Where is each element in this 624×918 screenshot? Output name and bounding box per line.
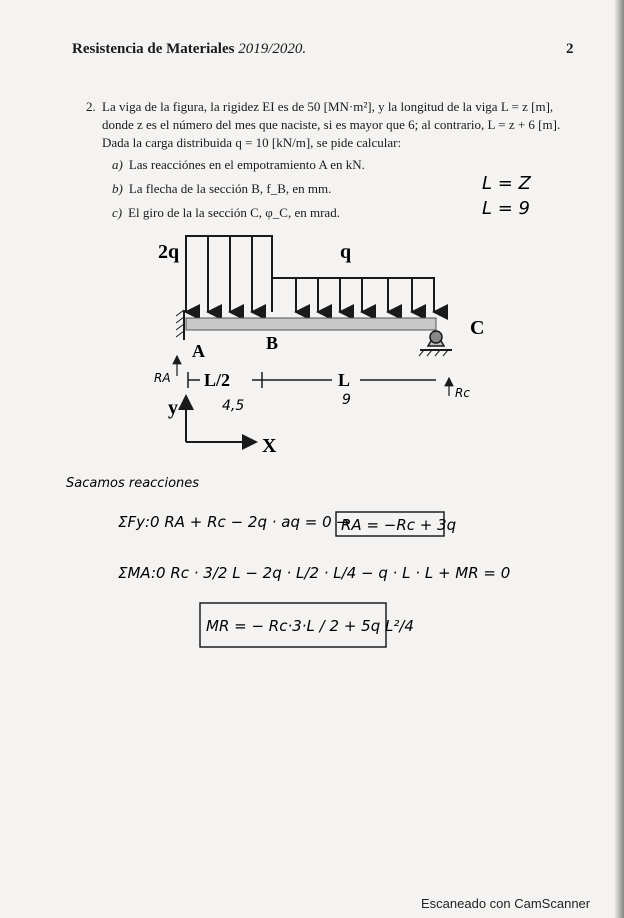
course-year: 2019/2020. [238,41,307,57]
equation-mr-result: MR = − Rc·3·L / 2 + 5q L²/4 [206,617,414,635]
span-left-value: 4,5 [222,398,245,414]
page-number: 2 [566,41,574,57]
equation-ra-result: RA = −Rc + 3q [341,516,457,534]
equation-sum-fy: ΣFy:0 RA + Rc − 2q · aq = 0 → [118,513,349,531]
load-q-block [272,278,434,312]
course-title: Resistencia de Materiales [72,41,235,57]
point-c-label: C [470,317,485,339]
axis-x-label: X [262,435,277,457]
note-l-eq-z: L = Z [482,173,531,194]
problem-number: 2. [86,99,96,114]
load-2q-block [186,236,272,312]
question-item: b) La flecha de la sección B, f_B, en mm. [112,181,332,196]
point-a-label: A [192,341,205,361]
span-right-label: L [338,370,351,390]
span-left-label: L/2 [204,370,231,390]
notes-heading: Sacamos reacciones [66,476,200,491]
equation-sum-ma: ΣMA:0 Rc · 3/2 L − 2q · L/2 · L/4 − q · L · L + MR = 0 [118,564,511,582]
load-2q-label: 2q [158,241,180,263]
beam [186,318,436,330]
reaction-c-label: Rc [455,386,470,400]
load-q-label: q [340,241,352,263]
scanner-footer: Escaneado con CamScanner [421,896,591,911]
reaction-a-label: RA [154,371,171,385]
fixed-support-a [176,310,184,340]
span-right-value: 9 [342,392,351,408]
coordinate-axes [186,396,256,442]
problem-text: La viga de la figura, la rigidez EI es de 50 [MN·m²], y la longitud de la viga L = z [m], donde z es el número del mes que naciste, si es mayor que 6; al contrario, L = z + 6 [m]. Dada la carga distribuida q = 10 [kN/m], se pide calcular: [102,99,561,150]
question-item: a) Las reacciónes en el empotramiento A en kN. [112,157,365,172]
question-item: c) El giro de la la sección C, φ_C, en mrad. [112,205,340,220]
axis-y-label: y [168,397,178,419]
note-l-eq-9: L = 9 [482,198,531,219]
page-edge-shadow [614,0,624,918]
pin-support-c [419,331,452,356]
point-b-label: B [266,333,279,353]
